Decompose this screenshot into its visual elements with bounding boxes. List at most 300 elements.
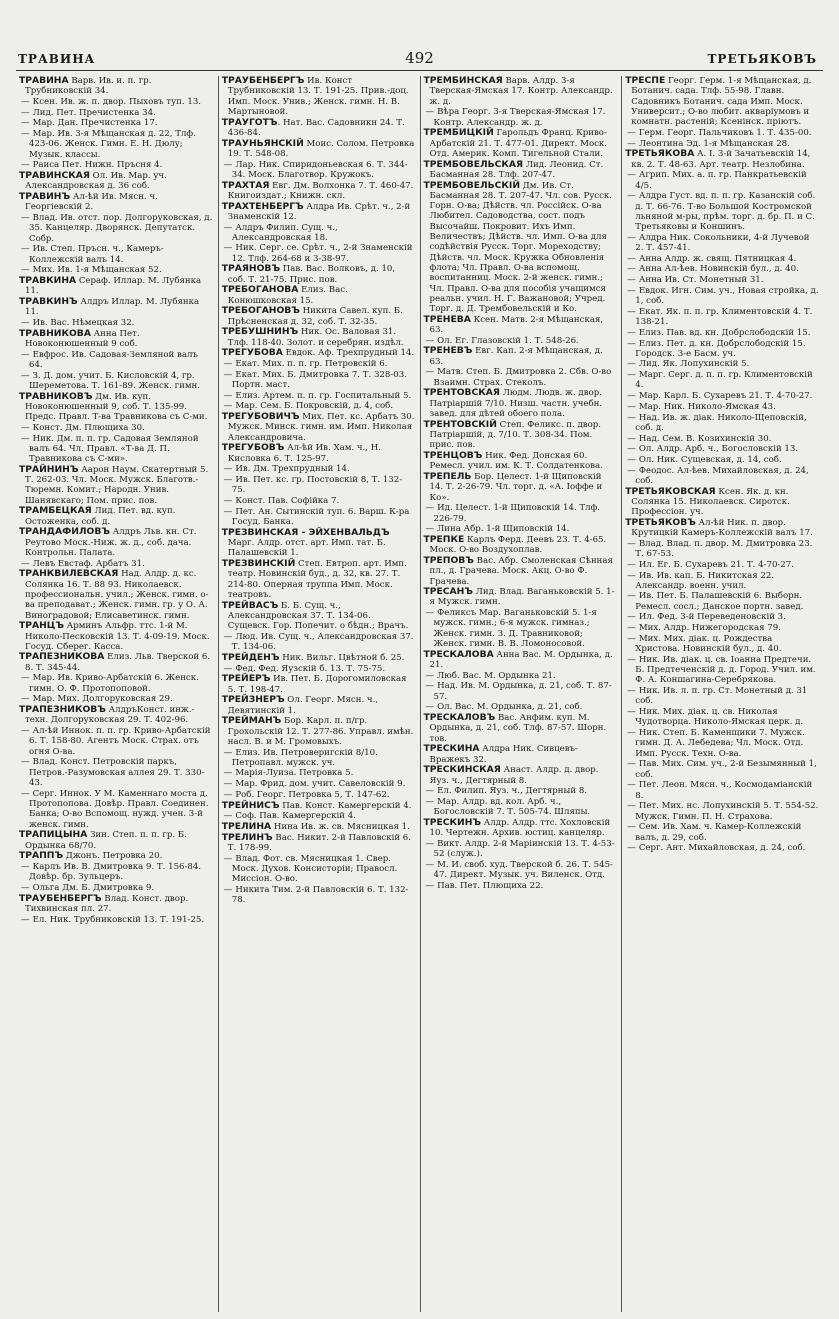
directory-subentry (19, 129, 214, 160)
surname: ТРЕМБОВЕЛЬСКАЯ (423, 158, 524, 170)
entry-text: Мар. Ив. 3-я Мѣщанская д. 22, Тлф. 423-06. Женск. Гимн. Е. Н. Дюлу; Музык. классы. (29, 129, 196, 160)
directory-entry (19, 276, 214, 297)
entry-text: Зин. Степ. п. п. гр. Б. Ордынка 68/70. (25, 830, 187, 851)
entry-text: Серг. Ант. Михайловская, д. 24, соб. (638, 843, 806, 854)
entry-text: Анна Пет. Новоконюшенный 9 соб. (25, 328, 140, 349)
entry-text: Люб. Вас. М. Ордынка 21. (437, 670, 556, 681)
dash-marker: — (425, 859, 435, 870)
dash-marker: — (425, 786, 435, 797)
dash-marker: — (627, 538, 636, 549)
dash-marker: — (627, 654, 636, 665)
directory-subentry (19, 108, 214, 118)
directory-subentry (625, 539, 819, 560)
entry-text: Марг. Алдр. отст. арт. Имп. тат. Б. Палашевскій 1. (227, 538, 386, 559)
surname: ТРАЯНОВЪ (221, 263, 281, 275)
dash-marker: — (627, 306, 636, 317)
entry-text: Ксен. Ив. ж. п. двор. Пыховъ туп. 13. (32, 96, 202, 107)
surname: ТРЕТЬЯКОВЪ (625, 516, 696, 528)
dash-marker: — (627, 285, 636, 296)
dash-marker: — (627, 570, 636, 581)
entry-text: Влад. Фот. св. Мясницкая 1. Свер. Моск. Духов. Консисторіи; Правосл. Миссіон. О-во. (231, 853, 398, 885)
dash-marker: — (627, 191, 636, 202)
entry-text: Марг. Серг. д. п. п. гр. Климентовскій 4. (635, 370, 813, 391)
surname: ТРАЙНИНЪ (19, 463, 79, 475)
dash-marker: — (425, 797, 435, 808)
surname: ТРЕЛИНА (221, 820, 272, 832)
directory-subentry (19, 350, 214, 371)
directory-entry (19, 851, 214, 861)
directory-entry (424, 556, 618, 587)
dash-marker: — (21, 96, 30, 107)
entry-text: Степ. Евтроп. арт. Имп. театр. Новинскій буд., д. 32, кв. 27. Т. 214-80. Оперная труппа Имп. Моск. театровъ. (227, 559, 407, 600)
surname: ТРЕГУБОВЪ (221, 442, 285, 454)
directory-subentry (625, 444, 819, 454)
entry-text: Над. Сем. В. Козихинскій 30. (638, 433, 772, 444)
directory-entry (19, 830, 214, 851)
directory-subentry (625, 191, 819, 232)
directory-subentry (424, 608, 618, 649)
directory-entry (222, 528, 416, 559)
directory-entry (424, 160, 618, 181)
entry-text: Ник. Степ. Б. Каменщики 7. Мужск. гимн. Д. А. Лебедева; Чл. Моск. Отд. Имп. Русск. Техн. О-ва. (635, 728, 805, 759)
entry-text: Роб. Георг. Петровка 5, Т. 147-62. (235, 789, 390, 800)
dash-marker: — (627, 170, 636, 181)
column-3 (420, 76, 622, 1312)
directory-subentry (19, 726, 214, 757)
entry-text: Елиз. Вас. Конюшковская 15. (227, 285, 348, 306)
dash-marker: — (223, 496, 233, 507)
directory-subentry (424, 860, 618, 881)
directory-subentry (222, 632, 416, 653)
entry-text: Екат. Мих. Б. Дмитровка 7. Т. 328-03. Портн. маст. (231, 369, 407, 391)
dash-marker: — (21, 757, 30, 768)
surname: ТРАВИНЪ (19, 191, 71, 202)
directory-columns (16, 76, 823, 1312)
dash-marker: — (627, 412, 636, 423)
dash-marker: — (627, 822, 636, 833)
entry-text: Мар. Алдр. вд. кол. Арб. ч., Богословскій 7. Т. 505-74. Шляпы. (433, 797, 591, 818)
entry-text: Моис. Солом. Петровка 19. Т. 548-08. (227, 138, 415, 159)
entry-text: Алдръ Иллар. М. Лубянка 11. (25, 296, 200, 318)
directory-entry (424, 346, 618, 367)
directory-entry (222, 833, 416, 854)
entry-text: Ал-ѣй Ив. Хам. ч., Н. Кисловка 6. Т. 125-97. (227, 443, 381, 464)
directory-subentry (625, 286, 819, 307)
directory-subentry (424, 797, 618, 818)
directory-subentry (625, 612, 819, 622)
directory-subentry (19, 434, 214, 465)
directory-subentry (222, 223, 416, 244)
entry-text: Б. Б. Сущ. ч., Александровская 37. Т. 134-06. Сущевск. Гор. Попечит. о бѣдн.; Врачъ. (227, 600, 409, 632)
entry-text: Над. Ив. М. Ордынка, д. 21, соб. Т. 87-57. (433, 681, 612, 702)
surname: ТРЕМБИЦКІЙ (423, 127, 494, 139)
surname: ТРЕЙНИСЪ (221, 799, 280, 811)
entry-text: Ив. Вас. Нѣмецкая 32. (32, 317, 135, 328)
directory-entry (424, 818, 618, 839)
entry-text: Варв. Ив. и. п. гр. Трубниковскій 34. (25, 76, 152, 97)
surname: ТРЕМБОВЕЛЬСКІЙ (423, 179, 521, 191)
entry-text: Ел. Филип. Яуз. ч., Дегтярный 8. (437, 786, 588, 797)
entry-text: Мар. Сем. Б. Покровскій, д. 4, соб. (235, 401, 394, 412)
running-head-right: ТРЕТЬЯКОВЪ (707, 52, 817, 66)
entry-text: Лид. Пет. вд. куп. Остоженка, соб. д. (25, 506, 176, 527)
entry-text: Ал-ѣй Ник. п. двор. Крутицкій Камеръ-Коллежскій валъ 17. (631, 517, 813, 539)
directory-entry (222, 559, 416, 600)
directory-entry (19, 705, 214, 726)
dash-marker: — (21, 160, 30, 171)
dash-marker: — (627, 275, 636, 286)
surname: ТРЕЙВАСЪ (221, 599, 279, 611)
entry-text: Лид. Влад. Ваганьковскій 5. 1-я Мужск. гимн. (429, 587, 615, 608)
entry-text: Людм. Людв. ж. двор. Патріаршій 7/10. Низш. частн. учебн. завед. для дѣтей обоего пола. (429, 388, 603, 420)
entry-text: Евг. Дм. Волхонка 7. Т. 460-47. Книгоиздат.; Книжн. скл. (227, 180, 414, 201)
dash-marker: — (627, 444, 636, 455)
entry-text: Мих. Ив. 1-я Мѣщанская 52. (32, 265, 162, 276)
entry-text: Ник. Мих. діак. ц. св. Николая Чудотворца. Николо-Ямская церк. д. (635, 707, 804, 728)
dash-marker: — (627, 338, 636, 349)
entry-text: Мих. Мих. діак. ц. Рождества Христова. Новинскій бул., д. 40. (635, 633, 782, 655)
entry-text: Анна Ив. Ст. Монетный 31. (638, 275, 764, 286)
surname: ТРЕНТОВСКАЯ (423, 387, 500, 399)
directory-subentry (625, 686, 819, 707)
entry-text: Никита Тим. 2-й Павловскій 6. Т. 132-78. (231, 884, 409, 906)
entry-text: Алдра Густ. вд. п. п. гр. Казанскій соб. д. Т. 66-76. Т-во Большой Костромской льняной м-ры, прѣм. торг. д. бр. П. и С. Третьяковы и Коншинъ. (635, 191, 816, 233)
surname: ТРЕБУШНИНЪ (221, 326, 299, 338)
directory-entry (19, 506, 214, 527)
surname: ТРЕТЬЯКОВА (625, 148, 695, 160)
dash-marker: — (21, 694, 30, 705)
directory-entry (424, 388, 618, 419)
directory-entry (424, 765, 618, 786)
entry-text: Лид. Пет. Пречистенка 34. (32, 107, 156, 118)
directory-subentry (19, 915, 214, 925)
entry-text: Ив. Пет. кс. гр. Постовскій 8, Т. 132-75. (231, 475, 403, 496)
entry-text: Мар. Карл. Б. Сухаревъ 21. Т. 4-70-27. (638, 391, 813, 402)
directory-subentry (222, 160, 416, 181)
entry-text: Елиз. Ив. Петроверигскій 8/10. Петропавл. мужск. уч. (231, 747, 378, 768)
surname: ТРЕЙДЕНЪ (221, 651, 280, 663)
dash-marker: — (627, 327, 636, 338)
entry-text: Мар. Ив. Криво-Арбатскій 6. Женск. гимн. О. Ф. Протопоповой. (29, 673, 199, 694)
surname: ТРЕБОГАНОВА (221, 284, 299, 296)
entry-text: Конст. Пав. Софійка 7. (235, 496, 340, 507)
directory-entry (424, 587, 618, 608)
dash-marker: — (425, 681, 435, 692)
directory-subentry (625, 707, 819, 728)
directory-subentry (19, 371, 214, 392)
entry-text: Сераф. Иллар. М. Лубянка 11. (25, 275, 202, 297)
dash-marker: — (223, 779, 233, 790)
directory-subentry (625, 843, 819, 853)
dash-marker: — (21, 349, 30, 360)
dash-marker: — (425, 670, 435, 681)
surname: ТРАВКИНА (19, 274, 77, 286)
dash-marker: — (425, 367, 435, 378)
entry-text: Матв. Степ. Б. Дмитровка 2. Сбв. О-во Взаимн. Страх. Стеколъ. (433, 367, 612, 388)
dash-marker: — (21, 212, 30, 223)
entry-text: Викт. Алдр. 2-й Маріинскій 13. Т. 4-53-52 (служ.). (433, 839, 615, 860)
directory-subentry (222, 496, 416, 506)
dash-marker: — (21, 433, 30, 444)
entry-text: Ид. Целест. 1-й Щиповскій 14. Тлф. 226-79. (433, 503, 601, 524)
dash-marker: — (627, 465, 636, 476)
surname: ТРЕНЕВА (423, 313, 471, 325)
entry-text: Ив. Пет. Б. Дорогомиловская 5. Т. 198-47. (227, 674, 407, 695)
entry-text: Мих. Пет. кс. Арбатъ 30. Мужск. Минск. гимн. им. Имп. Николая Александровича. (227, 412, 415, 443)
dash-marker: — (223, 369, 233, 380)
directory-subentry (625, 339, 819, 360)
surname: ТРАНЦЪ (19, 620, 64, 632)
entry-text: Елиз. Артем. п. п. гр. Госпитальный 5. (235, 390, 412, 401)
entry-text: Влад. Конст. Петровскій паркъ, Петров.-Разумовская аллея 29. Т. 330-43. (29, 757, 205, 788)
column-1 (16, 76, 218, 1312)
directory-subentry (625, 233, 819, 254)
directory-entry (625, 149, 819, 170)
directory-subentry (625, 634, 819, 655)
directory-entry (222, 653, 416, 663)
entry-text: Пав. Пет. Плющиха 22. (437, 880, 544, 891)
entry-text: Алдра Ник. Сивцевъ-Вражекъ 32. (429, 744, 578, 765)
surname: ТРАМБЕЦКАЯ (19, 505, 92, 517)
dash-marker: — (21, 118, 30, 129)
entry-text: Степ. Феликс. п. двор. Патріаршій, д. 7/10. Т. 308-34. Пом. прис. пов. (429, 419, 602, 451)
directory-entry (19, 76, 214, 97)
directory-subentry (222, 243, 416, 264)
surname: ТРЕНЕВЪ (423, 345, 473, 357)
entry-text: Ол. Ник. Сущевская, д. 14, соб. (638, 454, 782, 465)
surname: ТРАВНИКОВЪ (19, 390, 93, 402)
entry-text: . Нат. Вас. Садовникн 24. Т. 436-84. (227, 117, 405, 138)
entry-text: Ник. Ос. Валовая 31. Тлф. 118-40. Золот. и серебрян. издѣл. (227, 327, 404, 348)
directory-subentry (19, 213, 214, 244)
directory-entry (424, 650, 618, 671)
directory-subentry (424, 786, 618, 796)
entry-text: Пав. Вас. Волковъ, д. 10, соб. Т. 21-75. Прис. пов. (227, 264, 396, 285)
header-rule (16, 70, 823, 71)
directory-entry (424, 128, 618, 159)
dash-marker: — (21, 558, 30, 569)
directory-subentry (222, 768, 416, 778)
entry-text: Ив. Конст Трубниковскій 13. Т. 191-25. Прив.-доц. Имп. Моск. Унив.; Женск. гимн. Н. В. Мартыновой. (227, 76, 409, 117)
surname: ТРАУБЕНБЕРГЪ (221, 76, 305, 86)
directory-subentry (625, 655, 819, 686)
dash-marker: — (21, 317, 30, 328)
entry-text: Герм. Георг. Пальчиковъ 1. Т. 435-00. (638, 127, 812, 138)
entry-text: Георг. Герм. 1-я Мѣщанская, д. Ботанич. сада. Тлф. 55-98. Главн. Садовникъ Ботанич. сада Имп. Моск. Университ.; О-во любит. акваріумовъ и комнатн. растеній; Ксенінск. пріютъ. (631, 76, 812, 128)
directory-entry (424, 420, 618, 451)
entry-text: Анна Ал-ѣев. Новинскій бул., д. 40. (638, 264, 799, 275)
entry-text: Мар. Фрид. дом. учит. Савеловскій 9. (235, 779, 406, 790)
entry-text: Ел. Ник. Трубниковскій 13. Т. 191-25. (32, 914, 205, 925)
surname: ТРАНКВИЛЕВСКАЯ (19, 568, 119, 580)
entry-text: Алдра Ив. Срѣт. ч., 2-й Знаменскій 12. (227, 201, 411, 222)
directory-subentry (625, 264, 819, 274)
dash-marker: — (627, 759, 636, 770)
directory-subentry (625, 560, 819, 570)
surname: ТРАПИЦЫНА (19, 829, 88, 841)
dash-marker: — (627, 138, 636, 149)
directory-subentry (222, 779, 416, 789)
entry-text: Елиз. Пав. вд. кн. Добрслободскій 15. (638, 327, 811, 338)
entry-text: Вѣра Георг. 3-я Тверская-Ямская 17. Контр. Александр. ж. д. (433, 107, 606, 128)
surname: ТРЕПЕЛЬ (423, 470, 472, 482)
directory-entry (625, 76, 819, 127)
entry-text: Ив. Ив. кап. Б. Никитская 22. Александр. военн. учил. (635, 570, 775, 591)
directory-subentry (424, 881, 618, 891)
directory-entry (19, 392, 214, 423)
directory-entry (222, 139, 416, 160)
entry-text: Левъ Евстаф. Арбатъ 31. (32, 558, 145, 569)
entry-text: Ил. Ег. Б. Сухаревъ 21. Т. 4-70-27. (638, 559, 794, 570)
entry-text: Марія-Луиза. Петровка 5. (235, 768, 354, 779)
entry-text: Над. Алдр. д. кс. Солянка 16. Т. 88 93. Николаевск. профессиональн. учил.; Женск. гимн. о-ва преподават.; Женск. гимн. гр. у О. А. Виноградовой; Елисаветинск. гимн. (25, 569, 209, 621)
entry-text: Влад. Конст. двор. Тихвинская пл. 27. (25, 893, 189, 914)
dash-marker: — (223, 359, 233, 370)
directory-entry (222, 264, 416, 285)
directory-subentry (222, 854, 416, 885)
entry-text: Ил. Фед. 3-й Переведеновскій 3. (638, 612, 786, 623)
directory-entry (424, 76, 618, 107)
directory-subentry (19, 862, 214, 883)
entry-text: Ник. Ив. л. п. гр. Ст. Монетный д. 31 соб. (635, 686, 808, 707)
directory-entry (19, 465, 214, 506)
entry-text: Серг. Иннок. У М. Каменнаго моста д. Протопопова. Довѣр. Правл. Соединен. Банка; О-во Вспомощ. нужд. учен. 3-й женск. гимн. (29, 788, 209, 830)
dash-marker: — (627, 843, 636, 854)
directory-entry (222, 695, 416, 716)
directory-entry (424, 744, 618, 765)
directory-subentry (625, 391, 819, 401)
surname: ТРАВКИНЪ (19, 295, 78, 307)
directory-entry (19, 621, 214, 652)
entry-text: Мар. Дан. Пречистенка 17. (32, 118, 158, 129)
entry-text: Ив. Степ. Пръсн. ч., Камеръ-Коллежскій валъ 14. (29, 244, 164, 265)
entry-text: Ол. Алдр. Арб. ч., Богословскій 13. (638, 444, 799, 455)
directory-subentry (625, 591, 819, 612)
entry-text: Ник. Фед. Донская 60. Ремесл. учил. им. К. Т. Солдатенкова. (429, 450, 603, 472)
entry-text: Ол. Вас. М. Ордынка, д. 21, соб. (437, 702, 583, 713)
entry-text: З. Д. дом. учит. Б. Кисловскій 4, гр. Шереметова. Т. 161-89. Женск. гимн. (29, 370, 200, 391)
entry-text: Евдок. Игн. Сим. уч., Новая стройка, д. 1, соб. (635, 285, 819, 307)
entry-text: Ол. Ив. Мар. уч. Александровская д. 36 соб. (25, 171, 167, 192)
directory-entry (222, 306, 416, 327)
entry-text: Вас. Анфим. куп. М. Ордынка, д. 21, соб. Тлф. 87-57. Шорн. тов. (429, 713, 607, 744)
directory-subentry (222, 475, 416, 496)
dash-marker: — (627, 454, 636, 465)
directory-entry (625, 518, 819, 539)
surname: ТРАУБЕНБЕРГЪ (19, 892, 102, 904)
entry-text: Бор. Карл. п. п/гр. Грохольскій 12. Т. 277-86. Управл. имѣн. насл. В. и М. Громовыхъ. (227, 716, 414, 747)
dash-marker: — (425, 503, 435, 514)
surname: ТРЕСКИНА (423, 743, 480, 755)
dash-marker: — (425, 608, 435, 619)
directory-entry (424, 535, 618, 556)
dash-marker: — (21, 882, 30, 893)
dash-marker: — (21, 107, 30, 118)
directory-subentry (222, 885, 416, 906)
directory-entry (424, 181, 618, 315)
dash-marker: — (223, 243, 233, 254)
directory-subentry (19, 118, 214, 128)
entry-text: Ксен. Матв. 2-я Мѣщанская, 63. (429, 314, 604, 336)
directory-entry (19, 569, 214, 620)
directory-subentry (19, 97, 214, 107)
entry-text: Анаст. Алдр. д. двор. Яуз. ч., Дегтярный 8. (429, 765, 599, 786)
directory-subentry (19, 757, 214, 788)
surname: ТРАНДАФИЛОВЪ (19, 526, 110, 538)
surname: ТРЕЗВИНСКАЯ - ЭЙХЕНВАЛЬДЪ (221, 526, 390, 538)
entry-text: Елиз. Пет. д. кн. Добрслободскій 15. Городск. 3-е Басм. уч. (635, 338, 806, 359)
directory-entry (19, 297, 214, 318)
surname: ТРЕСКАЛОВЪ (423, 712, 496, 724)
directory-subentry (625, 728, 819, 759)
entry-text: Варв. Алдр. 3-я Тверская-Ямская 17. Контр. Александр. ж. д. (429, 76, 613, 107)
entry-text: Карлъ Ферд. Деевъ 23. Т. 4-65. Моск. О-во Воздухоплав. (429, 534, 607, 556)
entry-text: Мар. Ник. Николо-Ямская 43. (638, 401, 776, 412)
surname: ТРЕСКИНСКАЯ (423, 764, 501, 776)
dash-marker: — (223, 811, 233, 822)
directory-subentry (625, 128, 819, 138)
directory-subentry (424, 367, 618, 388)
column-4 (621, 76, 823, 1312)
surname: ТРАПЕЗНИКОВЪ (19, 704, 106, 716)
directory-subentry (424, 671, 618, 681)
dash-marker: — (627, 370, 636, 381)
dash-marker: — (223, 747, 233, 758)
entry-text: Анна Алдр. ж. свящ. Пятницкая 4. (638, 253, 797, 264)
dash-marker: — (425, 839, 435, 849)
page-number: 492 (405, 49, 434, 67)
dash-marker: — (627, 780, 636, 791)
dash-marker: — (627, 253, 636, 264)
directory-entry (222, 76, 416, 117)
entry-text: Бор. Целест. 1-й Щиповскій 14. Т. 2-26-79. Чл. торг. д. «А. Іоффе и Ко». (429, 471, 603, 503)
dash-marker: — (627, 686, 636, 697)
column-2 (218, 76, 420, 1312)
directory-subentry (222, 391, 416, 401)
surname: ТРАППЪ (19, 850, 64, 862)
directory-subentry (625, 370, 819, 391)
entry-text: Ник. Серг. се. Срѣт. ч., 2-й Знаменскій 12. Тлф. 264-68 и 3-38-97. (231, 243, 413, 264)
directory-subentry (625, 466, 819, 487)
dash-marker: — (223, 663, 233, 674)
entry-text: Пет. Мих. нс. Лопухинскій 5. Т. 554-52. Мужск. Гимн. П. Н. Страхова. (635, 801, 819, 822)
surname: ТРАХТЕНБЕРГЪ (221, 200, 304, 212)
directory-subentry (424, 839, 618, 860)
dash-marker: — (21, 244, 30, 255)
entry-text: Лид. Як. Лопухинскій 5. (638, 359, 750, 370)
entry-text: Анна Вас. М. Ордынка, д. 21. (429, 649, 613, 671)
surname: ТРЕЙМАНЪ (221, 715, 282, 727)
dash-marker: — (223, 401, 233, 412)
directory-subentry (625, 759, 819, 780)
dash-marker: — (223, 768, 233, 779)
surname: ТРАВНИКОВА (19, 327, 91, 339)
dash-marker: — (223, 884, 233, 895)
dash-marker: — (627, 359, 636, 370)
surname: ТРЕСКАЛОВА (423, 648, 494, 660)
directory-subentry (222, 507, 416, 528)
entry-text: Фед. Фед. Яузскій б. 13. Т. 75-75. (235, 663, 386, 674)
surname: ТРЕСПЕ (625, 76, 666, 86)
directory-subentry (625, 402, 819, 412)
entry-text: Нина Ив. ж. св. Мясницкая 1. (271, 821, 410, 832)
dash-marker: — (21, 788, 30, 799)
directory-subentry (222, 748, 416, 769)
directory-entry (222, 118, 416, 139)
entry-text: Ив. Дм. Трехпрудный 14. (235, 464, 350, 475)
directory-entry (625, 487, 819, 518)
entry-text: Евдок. Аф. Трехпрудный 14. (282, 348, 415, 359)
